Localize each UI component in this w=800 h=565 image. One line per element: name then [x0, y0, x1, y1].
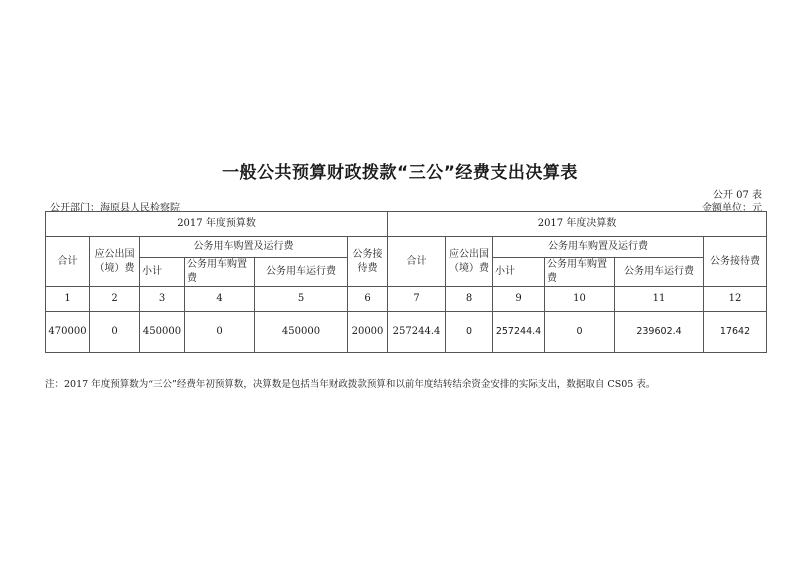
budget-vehicle-purchase-header: 公务用车购置费	[185, 258, 255, 287]
final-group-header: 2017 年度决算数	[388, 212, 767, 237]
budget-subtotal-header: 小计	[140, 258, 185, 287]
page-title: 一般公共预算财政拨款“三公”经费支出决算表	[222, 163, 578, 183]
value-cell: 450000	[255, 312, 348, 353]
budget-total-header: 合计	[46, 237, 90, 287]
value-cell: 257244.4	[388, 312, 446, 353]
value-cell: 257244.4	[493, 312, 545, 353]
value-cell: 470000	[46, 312, 90, 353]
budget-vehicle-operation-header: 公务用车运行费	[255, 258, 348, 287]
index-cell: 2	[90, 287, 140, 312]
final-vehicle-operation-header: 公务用车运行费	[615, 258, 704, 287]
index-cell: 7	[388, 287, 446, 312]
value-cell: 0	[90, 312, 140, 353]
footnote: 注：2017 年度预算数为“三公”经费年初预算数，决算数是包括当年财政拨款预算和以前年度结转结余资金安排的实际支出，数据取自 CS05 表。	[45, 379, 656, 390]
value-cell: 0	[185, 312, 255, 353]
index-cell: 8	[446, 287, 493, 312]
value-cell: 0	[446, 312, 493, 353]
expenditure-table	[45, 211, 767, 353]
index-cell: 10	[545, 287, 615, 312]
budget-abroad-header: 应公出国（境）费	[90, 237, 140, 287]
index-cell: 6	[348, 287, 388, 312]
unit-label: 金额单位：元	[702, 203, 762, 214]
index-cell: 12	[704, 287, 767, 312]
value-cell: 239602.4	[615, 312, 704, 353]
index-cell: 11	[615, 287, 704, 312]
index-cell: 3	[140, 287, 185, 312]
index-cell: 9	[493, 287, 545, 312]
final-abroad-header: 应公出国（境）费	[446, 237, 493, 287]
budget-vehicle-group-header: 公务用车购置及运行费	[140, 237, 348, 258]
value-cell: 20000	[348, 312, 388, 353]
final-vehicle-purchase-header: 公务用车购置费	[545, 258, 615, 287]
value-cell: 450000	[140, 312, 185, 353]
value-cell: 0	[545, 312, 615, 353]
form-number: 公开 07 表	[712, 190, 762, 201]
final-reception-header: 公务接待费	[704, 237, 767, 287]
index-cell: 5	[255, 287, 348, 312]
final-subtotal-header: 小计	[493, 258, 545, 287]
department-label: 公开部门：海原县人民检察院	[50, 203, 180, 214]
value-cell: 17642	[704, 312, 767, 353]
final-total-header: 合计	[388, 237, 446, 287]
budget-reception-header: 公务接待费	[348, 237, 388, 287]
final-vehicle-group-header: 公务用车购置及运行费	[493, 237, 704, 258]
budget-group-header: 2017 年度预算数	[46, 212, 388, 237]
index-cell: 4	[185, 287, 255, 312]
index-cell: 1	[46, 287, 90, 312]
